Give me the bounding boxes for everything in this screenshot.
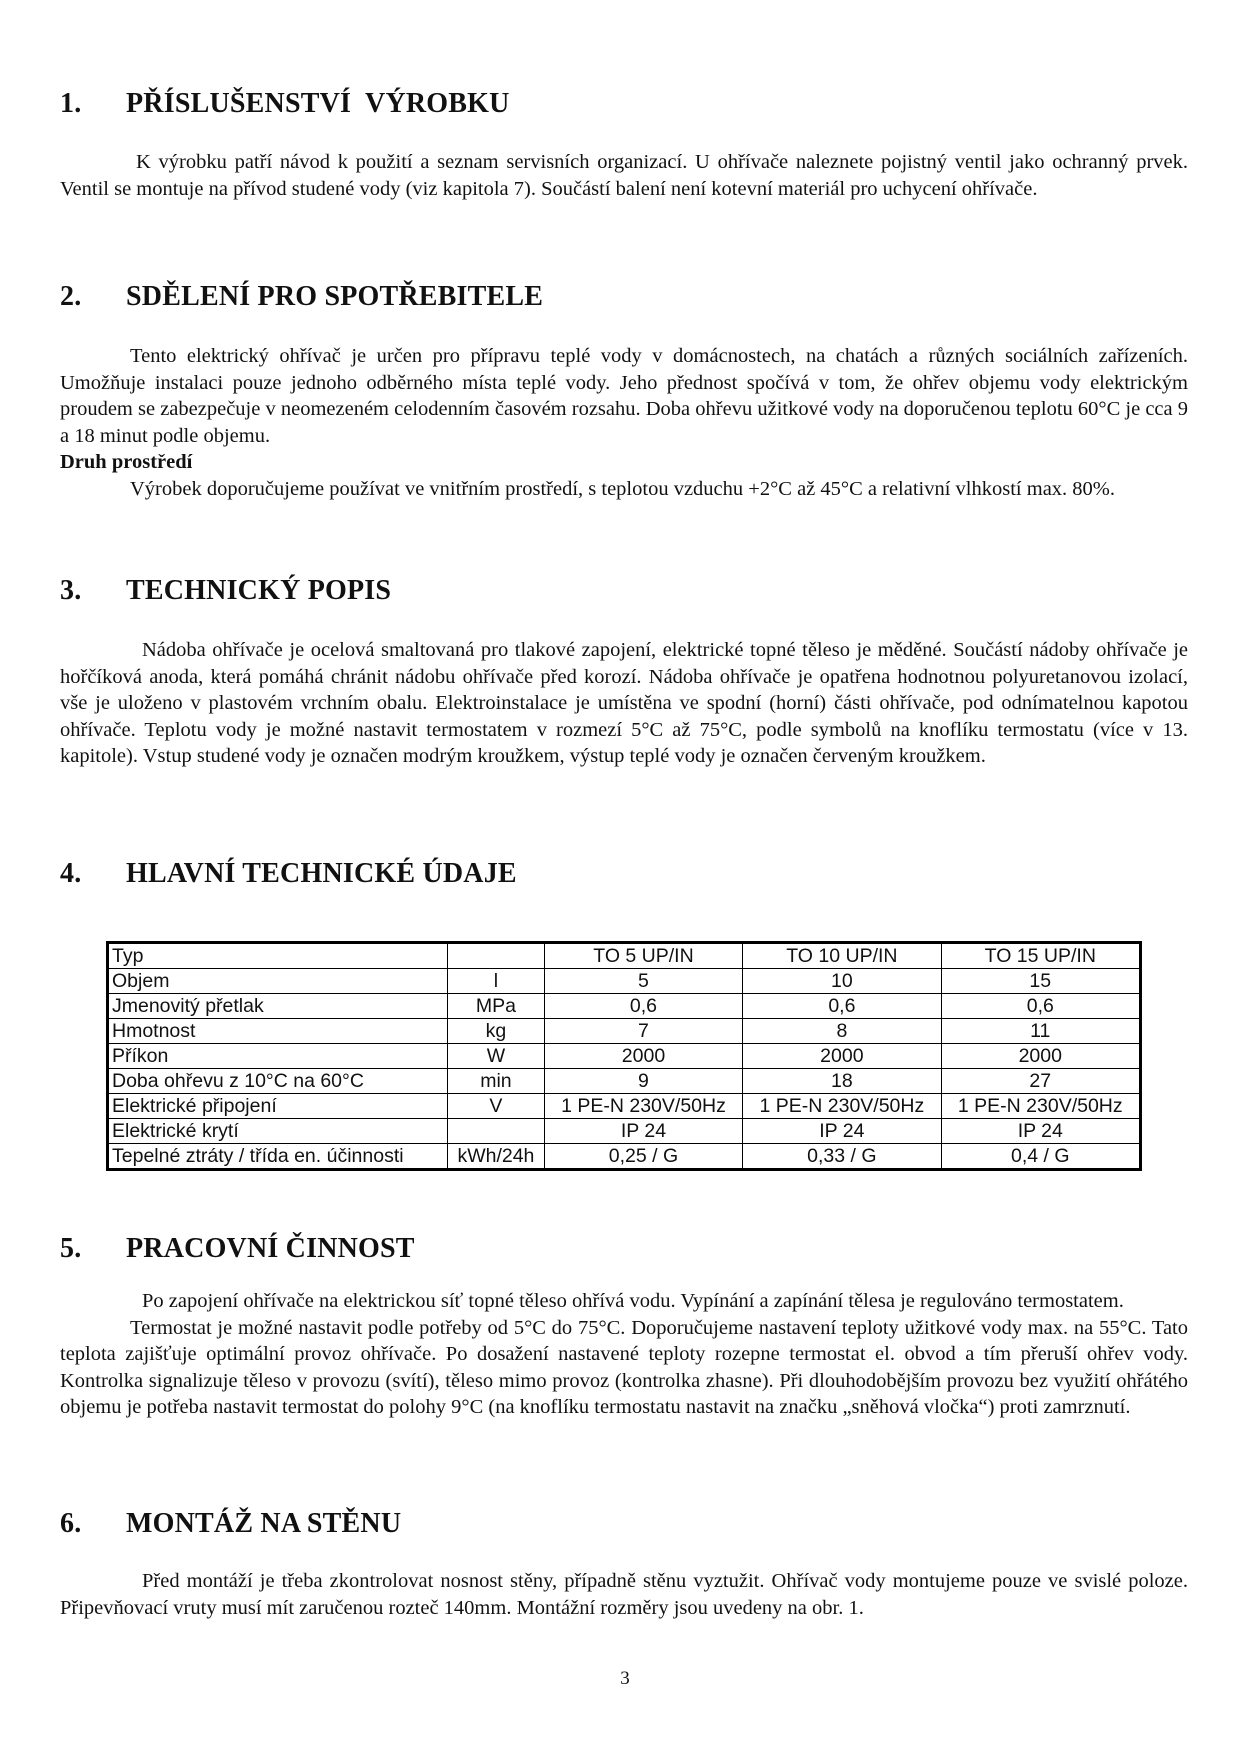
table-row [108,1069,1141,1094]
table-row [108,1144,1141,1170]
table-cell: IP 24 [941,1119,1140,1144]
table-cell: Příkon [108,1044,448,1069]
table-cell: IP 24 [544,1119,742,1144]
table-cell: 10 [743,969,941,994]
section-number: 5. [60,1233,82,1264]
table-cell: 0,6 [743,994,941,1019]
table-cell: Tepelné ztráty / třída en. účinnosti [108,1144,448,1170]
table-cell: 11 [941,1019,1140,1044]
table-cell: 2000 [941,1044,1140,1069]
table-header-cell: TO 15 UP/IN [941,943,1140,969]
paragraph: Před montáží je třeba zkontrolovat nosnost stěny, případně stěnu vyztužit. Ohřívač vody montujeme pouze ve svislé poloze. Připevňovací vruty musí mít zaručenou rozteč 140mm. Montážní rozměry jsou uvedeny na obr. 1. [60,1570,1188,1619]
section-title: SDĚLENÍ PRO SPOTŘEBITELE [126,281,544,312]
table-cell: 1 PE-N 230V/50Hz [544,1094,742,1119]
section-heading [60,88,510,120]
section-body [60,1288,1188,1421]
table-header-cell: Typ [108,943,448,969]
table-cell: kWh/24h [448,1144,545,1170]
technical-data-table [106,941,1142,1171]
section-number: 6. [60,1508,82,1539]
section-number: 4. [60,858,82,889]
table-header-cell: TO 5 UP/IN [544,943,742,969]
section-title: PŘÍSLUŠENSTVÍ VÝROBKU [126,88,510,119]
table-cell: 9 [544,1069,742,1094]
section-title: HLAVNÍ TECHNICKÉ ÚDAJE [126,858,517,889]
table-cell: 8 [743,1019,941,1044]
table-cell: 0,4 / G [941,1144,1140,1170]
table-cell: IP 24 [743,1119,941,1144]
paragraph: Termostat je možné nastavit podle potřeby od 5°C do 75°C. Doporučujeme nastavení teploty užitkové vody max. na 55°C. Tato teplota zajišťuje optimální provoz ohřívače. Po dosažení nastavené teploty rozepne termostat el. obvod a tím přeruší ohřev vody. Kontrolka signalizuje těleso v provozu (svítí), těleso mimo provoz (kontrolka zhasne). Při dlouhodobějším provozu bez využití ohřátého objemu je potřeba nastavit termostat do polohy 9°C (na knoflíku termostatu nastavit na značku „sněhová vločka“) proti zamrznutí. [60,1316,1188,1418]
table-cell: Doba ohřevu z 10°C na 60°C [108,1069,448,1094]
section-number: 1. [60,88,82,119]
table-cell: 0,6 [941,994,1140,1019]
section-number: 3. [60,575,82,606]
table-cell: 18 [743,1069,941,1094]
paragraph: Po zapojení ohřívače na elektrickou síť topné těleso ohřívá vodu. Vypínání a zapínání tělesa je regulováno termostatem. [142,1290,1124,1312]
table-cell: Elektrické připojení [108,1094,448,1119]
table-header-cell: TO 10 UP/IN [743,943,941,969]
table-row [108,969,1141,994]
table-cell: 0,25 / G [544,1144,742,1170]
table-row [108,1019,1141,1044]
section-body [60,343,1188,502]
paragraph: Nádoba ohřívače je ocelová smaltovaná pro tlakové zapojení, elektrické topné těleso je měděné. Součástí nádoby ohřívače je hořčíková anoda, která pomáhá chránit nádobu ohřívače před korozí. Nádoba ohřívače je opatřena hodnotnou polyuretanovou izolací, vše je uloženo v plastovém vrchním obalu. Elektroinstalace je umístěna ve spodní (horní) části ohřívače, pod odnímatelnou kapotou ohřívače. Teplotu vody je možné nastavit termostatem v rozmezí 5°C až 75°C, podle symbolů na knoflíku termostatu (více v 13. kapitole). Vstup studené vody je označen modrým kroužkem, výstup teplé vody je označen červeným kroužkem. [60,639,1188,767]
table-cell: MPa [448,994,545,1019]
section-heading [60,575,391,607]
table-row [108,994,1141,1019]
section-heading [60,858,517,890]
table-row [108,1044,1141,1069]
table-cell [448,1119,545,1144]
table-cell: 0,33 / G [743,1144,941,1170]
table-cell: V [448,1094,545,1119]
subheading: Druh prostředí [60,451,193,473]
section-heading [60,1233,415,1265]
table-cell: Elektrické krytí [108,1119,448,1144]
table-cell: kg [448,1019,545,1044]
table-cell: 2000 [544,1044,742,1069]
table-cell: l [448,969,545,994]
table-row [108,1094,1141,1119]
table-cell: 27 [941,1069,1140,1094]
table-cell: 0,6 [544,994,742,1019]
table-cell: W [448,1044,545,1069]
table-cell: Hmotnost [108,1019,448,1044]
paragraph: Tento elektrický ohřívač je určen pro přípravu teplé vody v domácnostech, na chatách a různých sociálních zařízeních. Umožňuje instalaci pouze jednoho odběrného místa teplé vody. Jeho přednost spočívá v tom, že ohřev objemu vody elektrickým proudem se zabezpečuje v neomezeném celodenním časovém rozsahu. Doba ohřevu užitkové vody na doporučenou teplotu 60°C je cca 9 a 18 minut podle objemu. [60,345,1188,447]
section-heading [60,281,543,313]
table-cell: 1 PE-N 230V/50Hz [941,1094,1140,1119]
paragraph: Výrobek doporučujeme používat ve vnitřním prostředí, s teplotou vzduchu +2°C až 45°C a relativní vlhkostí max. 80%. [130,477,1115,500]
table-cell: 7 [544,1019,742,1044]
table-cell: 2000 [743,1044,941,1069]
table-cell: Objem [108,969,448,994]
table-header-cell [448,943,545,969]
paragraph: K výrobku patří návod k použití a seznam servisních organizací. U ohřívače naleznete pojistný ventil jako ochranný prvek. Ventil se montuje na přívod studené vody (viz kapitola 7). Součástí balení není kotevní materiál pro uchycení ohřívače. [60,151,1188,200]
section-number: 2. [60,281,82,312]
section-title: PRACOVNÍ ČINNOST [126,1233,415,1264]
table-cell: 1 PE-N 230V/50Hz [743,1094,941,1119]
page-number: 3 [620,1668,630,1689]
section-title: TECHNICKÝ POPIS [126,575,392,606]
table-cell: Jmenovitý přetlak [108,994,448,1019]
section-title: MONTÁŽ NA STĚNU [126,1508,402,1539]
table-header-row [108,943,1141,969]
table-cell: 15 [941,969,1140,994]
section-heading [60,1508,401,1540]
table-cell: 5 [544,969,742,994]
table-cell: min [448,1069,545,1094]
table-row [108,1119,1141,1144]
